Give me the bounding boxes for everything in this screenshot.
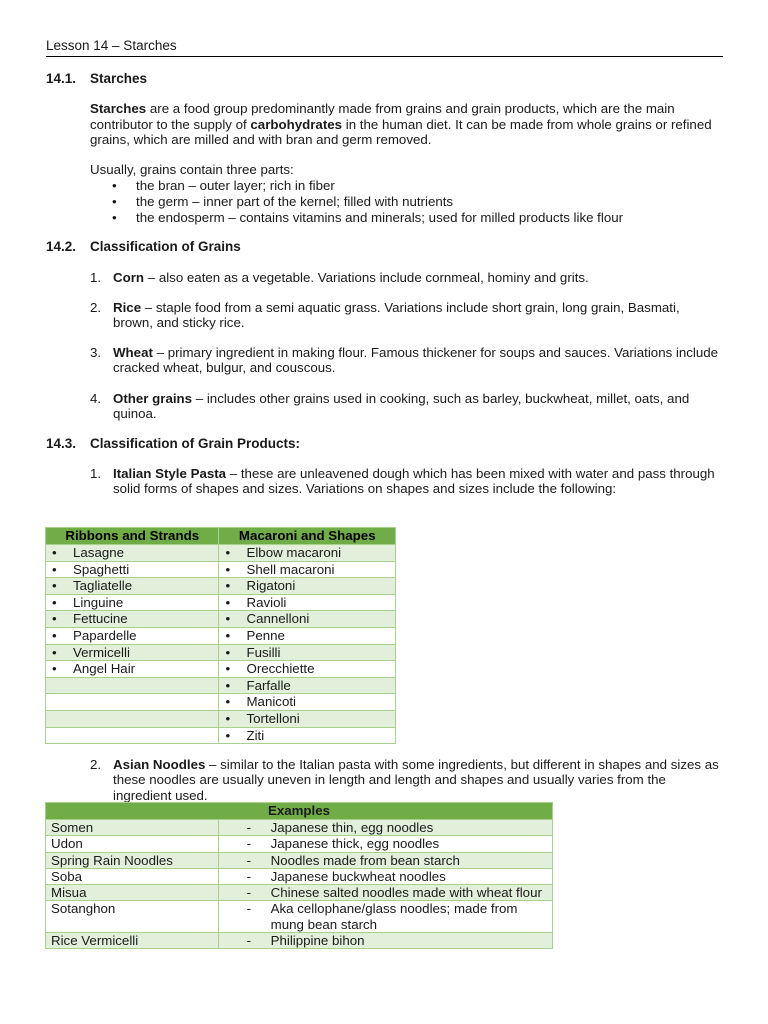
table-cell <box>46 594 219 611</box>
noodle-description-cell <box>218 836 552 852</box>
table-body <box>46 545 396 744</box>
grain-parts-list <box>90 178 623 226</box>
bullet-icon: • <box>52 545 57 560</box>
table-cell <box>219 644 396 661</box>
product-item-pasta <box>90 466 720 497</box>
noodle-description: Japanese thick, egg noodles <box>270 836 440 852</box>
pasta-name: Fettucine <box>73 611 128 627</box>
item-text: – similar to the Italian pasta with some ingredients, but different in shapes and sizes as these noodles are usually uneven in length and length and shapes and usually varies from the ingredient used. <box>113 757 719 803</box>
table-row <box>46 594 396 611</box>
dash-marker: - <box>246 820 252 835</box>
table-row <box>46 561 396 578</box>
dash-marker: - <box>246 933 252 949</box>
table-cell <box>46 677 219 694</box>
item-term: Italian Style Pasta <box>113 466 227 481</box>
table-cell <box>219 727 396 744</box>
term-starches: Starches <box>90 101 147 116</box>
pasta-name: Angel Hair <box>73 661 136 677</box>
pasta-name: Spaghetti <box>73 561 130 577</box>
table-cell <box>46 644 219 661</box>
table-cell <box>46 561 219 578</box>
bullet-icon: • <box>225 694 231 710</box>
table-row <box>46 933 553 949</box>
dash-marker: - <box>246 868 252 884</box>
item-number: 2. <box>90 300 102 315</box>
table-row <box>46 836 553 852</box>
item-number: 4. <box>90 391 102 406</box>
table-cell <box>219 611 396 628</box>
noodle-description: Japanese buckwheat noodles <box>270 868 446 884</box>
table-cell <box>46 710 219 727</box>
section-number: 14.1. <box>46 71 77 86</box>
item-text: – includes other grains used in cooking, such as barley, buckwheat, millet, oats, and quinoa. <box>113 391 690 422</box>
noodle-name: Misua <box>46 885 219 901</box>
pasta-name: Tagliatelle <box>73 578 133 594</box>
table-row <box>46 820 553 836</box>
noodle-name: Udon <box>46 836 219 852</box>
pasta-name: Manicoti <box>246 694 296 710</box>
noodle-description: Aka cellophane/glass noodles; made from mung bean starch <box>270 901 518 932</box>
table-header-row <box>46 803 553 820</box>
item-term: Rice <box>113 300 142 315</box>
table-row <box>46 694 396 711</box>
noodle-description: Japanese thin, egg noodles <box>270 820 434 835</box>
table-cell <box>46 727 219 744</box>
bullet-icon: • <box>225 644 231 660</box>
noodle-name: Somen <box>46 820 219 836</box>
dash-marker: - <box>246 885 252 901</box>
table-cell <box>219 627 396 644</box>
table-row <box>46 901 553 933</box>
table-row <box>46 677 396 694</box>
noodle-name: Spring Rain Noodles <box>46 852 219 868</box>
bullet-icon: • <box>225 578 231 594</box>
noodle-description-cell <box>218 852 552 868</box>
bullet-icon: • <box>225 545 231 560</box>
section-title: Starches <box>90 71 148 86</box>
noodle-description-cell <box>218 885 552 901</box>
bullet-icon: • <box>52 594 57 610</box>
bullet-icon: • <box>225 727 231 743</box>
section-number: 14.3. <box>46 436 77 451</box>
table-body <box>46 820 553 949</box>
pasta-name: Cannelloni <box>246 611 310 627</box>
section-number: 14.2. <box>46 239 77 254</box>
table-cell <box>46 661 219 678</box>
pasta-name: Vermicelli <box>73 644 130 660</box>
column-header: Examples <box>46 803 553 820</box>
column-header: Ribbons and Strands <box>46 528 219 545</box>
grain-item-rice <box>90 300 720 331</box>
table-cell <box>46 694 219 711</box>
table-row <box>46 545 396 562</box>
list-item-text: the germ – inner part of the kernel; filled with nutrients <box>136 194 454 209</box>
dash-marker: - <box>246 901 252 917</box>
table-row <box>46 661 396 678</box>
table-cell <box>219 710 396 727</box>
list-item-text: the endosperm – contains vitamins and minerals; used for milled products like flour <box>136 210 624 225</box>
pasta-name: Farfalle <box>246 677 291 693</box>
table-cell <box>46 578 219 595</box>
grain-item-wheat <box>90 345 720 376</box>
table-row <box>46 578 396 595</box>
noodle-description-cell <box>218 868 552 884</box>
noodle-name: Soba <box>46 868 219 884</box>
bullet-icon: • <box>52 661 57 677</box>
table-row <box>46 627 396 644</box>
item-term: Corn <box>113 270 145 285</box>
noodle-description-cell <box>218 820 552 836</box>
noodle-description-cell <box>218 901 552 933</box>
table-cell <box>219 561 396 578</box>
table-cell <box>219 677 396 694</box>
section-heading-14-2 <box>46 239 241 254</box>
item-number: 3. <box>90 345 102 360</box>
pasta-name: Ziti <box>246 727 265 743</box>
bullet-icon: • <box>225 594 231 610</box>
page-header: Lesson 14 – Starches <box>46 38 177 53</box>
item-text: – these are unleavened dough which has been mixed with water and pass through solid forms of shapes and sizes. Variations on shapes and sizes include the following: <box>113 466 715 497</box>
pasta-table <box>45 527 396 744</box>
table-cell <box>46 611 219 628</box>
bullet-icon: • <box>225 710 231 726</box>
table-row <box>46 868 553 884</box>
section-title: Classification of Grain Products: <box>90 436 301 451</box>
bullet-icon: • <box>225 661 231 677</box>
table-row <box>46 727 396 744</box>
table-row <box>46 852 553 868</box>
table-cell <box>219 545 396 562</box>
noodle-description: Chinese salted noodles made with wheat flour <box>270 885 542 901</box>
section-title: Classification of Grains <box>90 239 241 254</box>
column-header: Macaroni and Shapes <box>219 528 396 545</box>
starches-paragraph <box>90 101 730 148</box>
list-item: • the endosperm – contains vitamins and minerals; used for milled products like flour <box>112 210 624 225</box>
bullet-icon: • <box>52 611 57 627</box>
table-row <box>46 611 396 628</box>
item-text: – staple food from a semi aquatic grass. Variations include short grain, long grain, Basmati, brown, and sticky rice. <box>113 300 680 331</box>
term-carbohydrates: carbohydrates <box>250 116 343 132</box>
bullet-icon: • <box>225 677 231 693</box>
dash-marker: - <box>246 836 252 852</box>
noodle-name: Sotanghon <box>46 901 219 933</box>
bullet-icon: • <box>52 627 57 643</box>
pasta-name: Papardelle <box>73 627 137 643</box>
bullet-icon: • <box>225 561 231 577</box>
paragraph-text: in the human diet. It can be made from whole grains or refined grains, which are milled and with bran and germ removed. <box>90 116 712 147</box>
list-item: • the germ – inner part of the kernel; filled with nutrients <box>112 194 454 209</box>
noodle-description: Noodles made from bean starch <box>270 852 460 868</box>
noodle-name: Rice Vermicelli <box>46 933 219 949</box>
item-term: Other grains <box>113 391 193 406</box>
bullet-icon: • <box>225 627 231 643</box>
pasta-name: Ravioli <box>246 594 287 610</box>
table-cell <box>219 578 396 595</box>
pasta-name: Fusilli <box>246 644 281 660</box>
list-item: • the bran – outer layer; rich in fiber <box>112 178 335 193</box>
bullet-icon: • <box>225 611 231 627</box>
product-item-noodles <box>90 757 720 803</box>
pasta-name: Tortelloni <box>246 710 300 726</box>
table-cell <box>46 627 219 644</box>
table-cell <box>219 594 396 611</box>
pasta-name: Elbow macaroni <box>246 545 342 560</box>
bullet-icon: • <box>52 644 57 660</box>
item-number: 2. <box>90 757 102 772</box>
paragraph-text: are a food group predominantly made from grains and grain products, which are the main contributor to the supply of <box>90 101 675 132</box>
pasta-name: Lasagne <box>73 545 125 560</box>
table-cell <box>219 694 396 711</box>
item-number: 1. <box>90 270 102 285</box>
pasta-name: Shell macaroni <box>246 561 335 577</box>
noodle-table <box>45 802 553 949</box>
table-header-row <box>46 528 396 545</box>
noodle-description: Philippine bihon <box>270 933 365 949</box>
list-item-text: the bran – outer layer; rich in fiber <box>136 178 335 193</box>
item-text: – also eaten as a vegetable. Variations include cornmeal, hominy and grits. <box>144 270 589 285</box>
section-heading-14-1 <box>46 71 147 86</box>
table-row <box>46 710 396 727</box>
dash-marker: - <box>246 852 252 868</box>
item-text: – primary ingredient in making flour. Famous thickener for soups and sauces. Variations include cracked wheat, bulgur, and couscous. <box>113 345 719 376</box>
grain-item-other <box>90 391 720 422</box>
item-term: Asian Noodles <box>113 757 206 772</box>
section-heading-14-3 <box>46 436 300 451</box>
table-row <box>46 885 553 901</box>
noodle-description-cell <box>218 933 552 949</box>
pasta-name: Rigatoni <box>246 578 296 594</box>
header-rule <box>46 56 723 57</box>
table-cell <box>219 661 396 678</box>
item-number: 1. <box>90 466 102 481</box>
grain-parts-intro: Usually, grains contain three parts: <box>90 162 294 177</box>
pasta-name: Linguine <box>73 594 124 610</box>
grain-item-corn <box>90 270 720 285</box>
table-cell <box>46 545 219 562</box>
table-row <box>46 644 396 661</box>
pasta-name: Penne <box>246 627 285 643</box>
bullet-icon: • <box>52 578 57 594</box>
bullet-icon: • <box>52 561 57 577</box>
pasta-name: Orecchiette <box>246 661 315 677</box>
item-term: Wheat <box>113 345 153 360</box>
